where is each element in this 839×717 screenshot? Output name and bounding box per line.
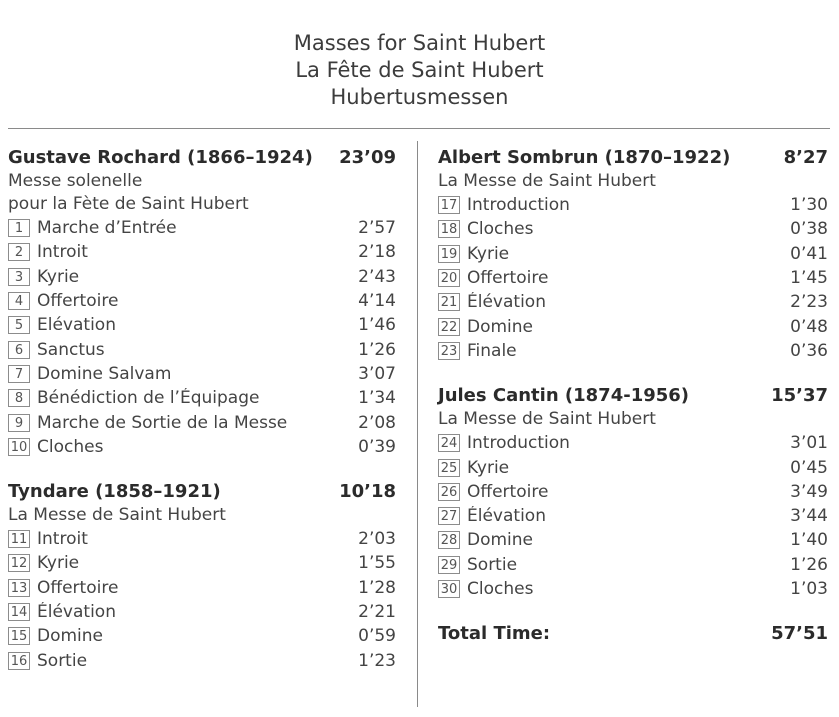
composer-duration: 10’18 — [339, 480, 396, 502]
track-number: 18 — [438, 220, 460, 238]
track-row — [8, 386, 396, 410]
track-duration: 3’49 — [790, 481, 828, 502]
track-title: Kyrie — [37, 553, 80, 574]
track-number: 25 — [438, 459, 460, 477]
title-french: La Fête de Saint Hubert — [295, 58, 544, 82]
track-title: Introit — [37, 242, 88, 263]
track-title: Introduction — [467, 195, 570, 216]
track-title: Élévation — [37, 602, 116, 622]
composer-name: Tyndare (1858–1921) — [8, 480, 221, 502]
track-duration: 0’36 — [790, 340, 828, 361]
track-row — [438, 528, 828, 552]
track-row — [8, 216, 396, 240]
track-duration: 1’46 — [358, 315, 396, 336]
composer-duration: 23’09 — [339, 147, 396, 168]
track-title: Sortie — [467, 554, 518, 575]
track-duration: 0’38 — [790, 219, 828, 240]
left-column — [8, 146, 396, 694]
track-row — [438, 290, 828, 314]
track-number: 21 — [438, 293, 460, 311]
track-row — [8, 551, 396, 575]
track-title: Kyrie — [37, 266, 80, 287]
track-number: 23 — [438, 342, 460, 360]
track-row — [438, 577, 828, 601]
header-divider — [8, 128, 830, 129]
track-duration: 0’41 — [790, 243, 828, 264]
track-duration: 1’03 — [790, 579, 828, 599]
track-duration: 4’14 — [358, 291, 396, 312]
track-number: 11 — [8, 530, 30, 548]
track-number: 5 — [8, 316, 30, 334]
right-column — [438, 146, 828, 646]
track-title: Marche de Sortie de la Messe — [37, 412, 288, 433]
track-title: Cloches — [37, 436, 104, 457]
track-duration: 3’44 — [790, 506, 828, 527]
composer-block — [8, 480, 396, 673]
track-duration: 2’43 — [358, 266, 396, 287]
track-number: 29 — [438, 556, 460, 574]
track-title: Domine Salvam — [37, 363, 172, 384]
composer-block — [438, 146, 828, 363]
composer-block — [438, 384, 828, 601]
track-duration: 2’57 — [358, 218, 396, 239]
work-title: La Messe de Saint Hubert — [438, 171, 656, 191]
track-number: 1 — [8, 219, 30, 237]
track-title: Finale — [467, 340, 517, 361]
work-title: Messe solenelle — [8, 171, 143, 191]
track-title: Élévation — [467, 292, 546, 313]
track-duration: 1’40 — [790, 530, 828, 551]
track-row — [8, 527, 396, 551]
track-row — [8, 362, 396, 386]
track-title: Cloches — [467, 579, 534, 599]
track-duration: 0’39 — [358, 436, 396, 457]
track-number: 30 — [438, 580, 460, 598]
track-row — [8, 240, 396, 264]
track-duration: 0’59 — [358, 626, 396, 647]
track-duration: 3’01 — [790, 433, 828, 454]
composer-name: Albert Sombrun (1870–1922) — [438, 147, 731, 168]
track-duration: 0’48 — [790, 316, 828, 337]
track-row — [8, 289, 396, 313]
composer-header — [438, 384, 828, 408]
track-number: 19 — [438, 245, 460, 263]
track-title: Domine — [467, 530, 534, 551]
composer-header — [8, 480, 396, 504]
composer-duration: 15’37 — [771, 385, 828, 407]
track-number: 20 — [438, 269, 460, 287]
track-row — [438, 504, 828, 528]
track-row — [8, 313, 396, 337]
track-row — [438, 242, 828, 266]
track-number: 13 — [8, 579, 30, 597]
track-row — [438, 480, 828, 504]
track-duration: 1’23 — [358, 650, 396, 671]
track-number: 22 — [438, 318, 460, 336]
track-title: Marche d’Entrée — [37, 218, 177, 239]
track-number: 15 — [8, 627, 30, 645]
track-duration: 1’55 — [358, 553, 396, 574]
track-row — [8, 648, 396, 672]
track-duration: 1’26 — [358, 339, 396, 360]
track-number: 26 — [438, 483, 460, 501]
composer-duration: 8’27 — [783, 147, 828, 168]
track-row — [438, 217, 828, 241]
track-title: Offertoire — [37, 291, 119, 312]
track-number: 12 — [8, 554, 30, 572]
track-title: Introit — [37, 529, 88, 550]
track-number: 4 — [8, 292, 30, 310]
track-number: 10 — [8, 438, 30, 456]
composer-name: Gustave Rochard (1866–1924) — [8, 147, 313, 168]
track-title: Elévation — [37, 315, 116, 336]
composer-header — [8, 146, 396, 170]
track-number: 6 — [8, 341, 30, 359]
track-number: 27 — [438, 507, 460, 525]
composer-block — [8, 146, 396, 459]
total-time-label: Total Time: — [438, 623, 551, 645]
track-title: Sanctus — [37, 339, 105, 360]
track-row — [8, 410, 396, 434]
track-row — [8, 600, 396, 624]
track-row — [438, 339, 828, 363]
track-duration: 2’03 — [358, 529, 396, 550]
track-number: 8 — [8, 389, 30, 407]
track-title: Kyrie — [467, 457, 510, 478]
track-row — [438, 314, 828, 338]
track-number: 7 — [8, 365, 30, 383]
right-column-blocks — [438, 146, 828, 601]
total-time-value: 57’51 — [771, 623, 828, 645]
work-title: pour la Fète de Saint Hubert — [8, 194, 249, 214]
track-row — [8, 576, 396, 600]
column-divider — [417, 141, 418, 707]
track-title: Domine — [467, 316, 534, 337]
track-duration: 1’34 — [358, 388, 396, 409]
track-number: 9 — [8, 414, 30, 432]
track-duration: 1’26 — [790, 554, 828, 575]
composer-header — [438, 146, 828, 170]
track-duration: 3’07 — [358, 363, 396, 384]
track-title: Offertoire — [467, 481, 549, 502]
track-title: Sortie — [37, 650, 88, 671]
work-title: La Messe de Saint Hubert — [8, 504, 226, 525]
track-row — [438, 193, 828, 217]
track-duration: 2’23 — [790, 292, 828, 313]
track-title: Élévation — [467, 506, 546, 527]
track-row — [8, 435, 396, 459]
track-row — [8, 337, 396, 361]
track-row — [8, 624, 396, 648]
composer-name: Jules Cantin (1874-1956) — [438, 385, 690, 407]
track-row — [8, 265, 396, 289]
track-title: Cloches — [467, 219, 534, 240]
track-title: Bénédiction de l’Équipage — [37, 388, 260, 409]
track-duration: 2’08 — [358, 412, 396, 433]
track-duration: 2’21 — [358, 602, 396, 622]
track-row — [438, 553, 828, 577]
total-time — [438, 622, 828, 646]
track-title: Kyrie — [467, 243, 510, 264]
track-title: Domine — [37, 626, 104, 647]
track-number: 3 — [8, 268, 30, 286]
track-duration: 1’30 — [790, 195, 828, 216]
track-number: 2 — [8, 243, 30, 261]
album-titles — [0, 30, 839, 111]
work-title: La Messe de Saint Hubert — [438, 409, 656, 430]
track-number: 14 — [8, 603, 30, 621]
track-row — [438, 266, 828, 290]
title-english: Masses for Saint Hubert — [293, 31, 546, 55]
track-number: 28 — [438, 531, 460, 549]
track-duration: 2’18 — [358, 242, 396, 263]
track-number: 24 — [438, 434, 460, 452]
track-title: Introduction — [467, 433, 570, 454]
track-number: 16 — [8, 652, 30, 670]
track-duration: 1’28 — [358, 577, 396, 598]
track-title: Offertoire — [37, 577, 119, 598]
track-number: 17 — [438, 196, 460, 214]
track-duration: 1’45 — [790, 268, 828, 289]
track-duration: 0’45 — [790, 457, 828, 478]
track-row — [438, 455, 828, 479]
track-title: Offertoire — [467, 268, 549, 289]
title-german: Hubertusmessen — [330, 85, 509, 109]
track-row — [438, 431, 828, 455]
